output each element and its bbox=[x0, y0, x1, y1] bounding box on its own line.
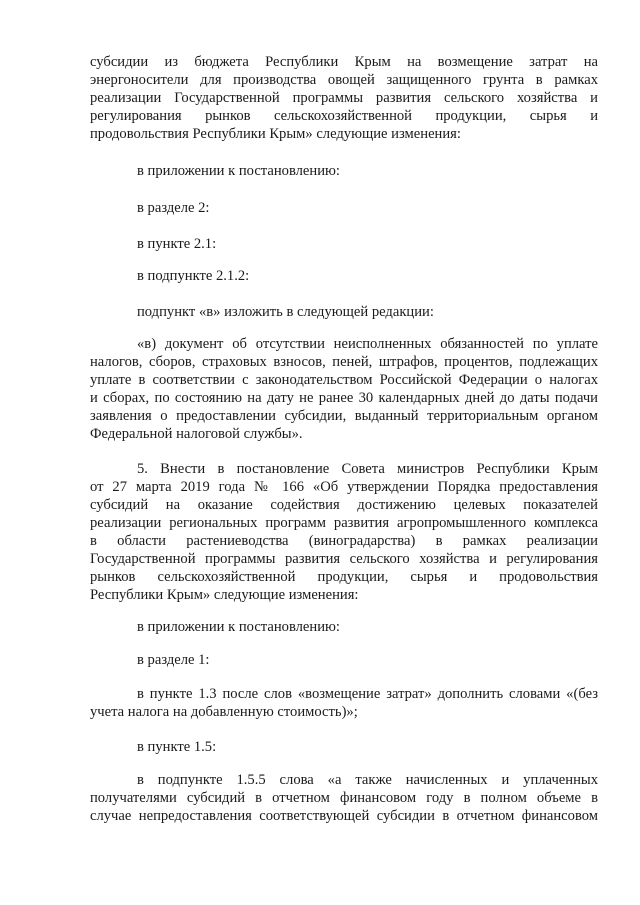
text-line: в подпункте 1.5.5 слова «а также начисленных и уплаченных bbox=[137, 772, 598, 788]
text-line: в пункте 2.1: bbox=[137, 236, 217, 252]
text-line: Федеральной налоговой службы». bbox=[90, 426, 303, 442]
text-line: в области растениеводства (виноградарства) в рамках реализации bbox=[90, 533, 598, 549]
text-line: 5. Внести в постановление Совета министров Республики Крым bbox=[137, 461, 598, 477]
text-line: в пункте 1.3 после слов «возмещение затрат» дополнить словами «(без bbox=[137, 686, 598, 702]
text-line: субсидий на оказание содействия достижению целевых показателей bbox=[90, 497, 598, 513]
text-line: от 27 марта 2019 года № 166 «Об утверждении Порядка предоставления bbox=[90, 479, 598, 495]
text-line: Республики Крым» следующие изменения: bbox=[90, 587, 359, 603]
text-line: в разделе 1: bbox=[137, 652, 210, 668]
text-line: в пункте 1.5: bbox=[137, 739, 217, 755]
text-line: случае непредоставления соответствующей субсидии в отчетном финансовом bbox=[90, 808, 598, 824]
text-line: получателями субсидий в отчетном финансовом году в полном объеме в bbox=[90, 790, 598, 806]
text-line: заявления о предоставлении субсидии, выданный территориальным органом bbox=[90, 408, 598, 424]
text-line: регулирования рынков сельскохозяйственной продукции, сырья и bbox=[90, 108, 598, 124]
text-line: Государственной программы развития сельского хозяйства и регулирования bbox=[90, 551, 598, 567]
text-line: налогов, сборов, страховых взносов, пеней, штрафов, процентов, подлежащих bbox=[90, 354, 598, 370]
text-line: и сборах, по состоянию на дату не ранее 30 календарных дней до даты подачи bbox=[90, 390, 598, 406]
text-line: продовольствия Республики Крым» следующие изменения: bbox=[90, 126, 461, 142]
text-line: подпункт «в» изложить в следующей редакции: bbox=[137, 304, 434, 320]
text-line: субсидии из бюджета Республики Крым на возмещение затрат на bbox=[90, 54, 598, 70]
text-line: реализации Государственной программы развития сельского хозяйства и bbox=[90, 90, 598, 106]
text-line: в приложении к постановлению: bbox=[137, 163, 340, 179]
text-line: энергоносители для производства овощей защищенного грунта в рамках bbox=[90, 72, 598, 88]
text-line: учета налога на добавленную стоимость)»; bbox=[90, 704, 358, 720]
text-line: в разделе 2: bbox=[137, 200, 210, 216]
text-line: рынков сельскохозяйственной продукции, сырья и продовольствия bbox=[90, 569, 598, 585]
text-line: «в) документ об отсутствии неисполненных обязанностей по уплате bbox=[137, 336, 598, 352]
text-line: в приложении к постановлению: bbox=[137, 619, 340, 635]
text-line: в подпункте 2.1.2: bbox=[137, 268, 250, 284]
text-line: реализации региональных программ развития агропромышленного комплекса bbox=[90, 515, 598, 531]
text-line: уплате в соответствии с законодательством Российской Федерации о налогах bbox=[90, 372, 598, 388]
